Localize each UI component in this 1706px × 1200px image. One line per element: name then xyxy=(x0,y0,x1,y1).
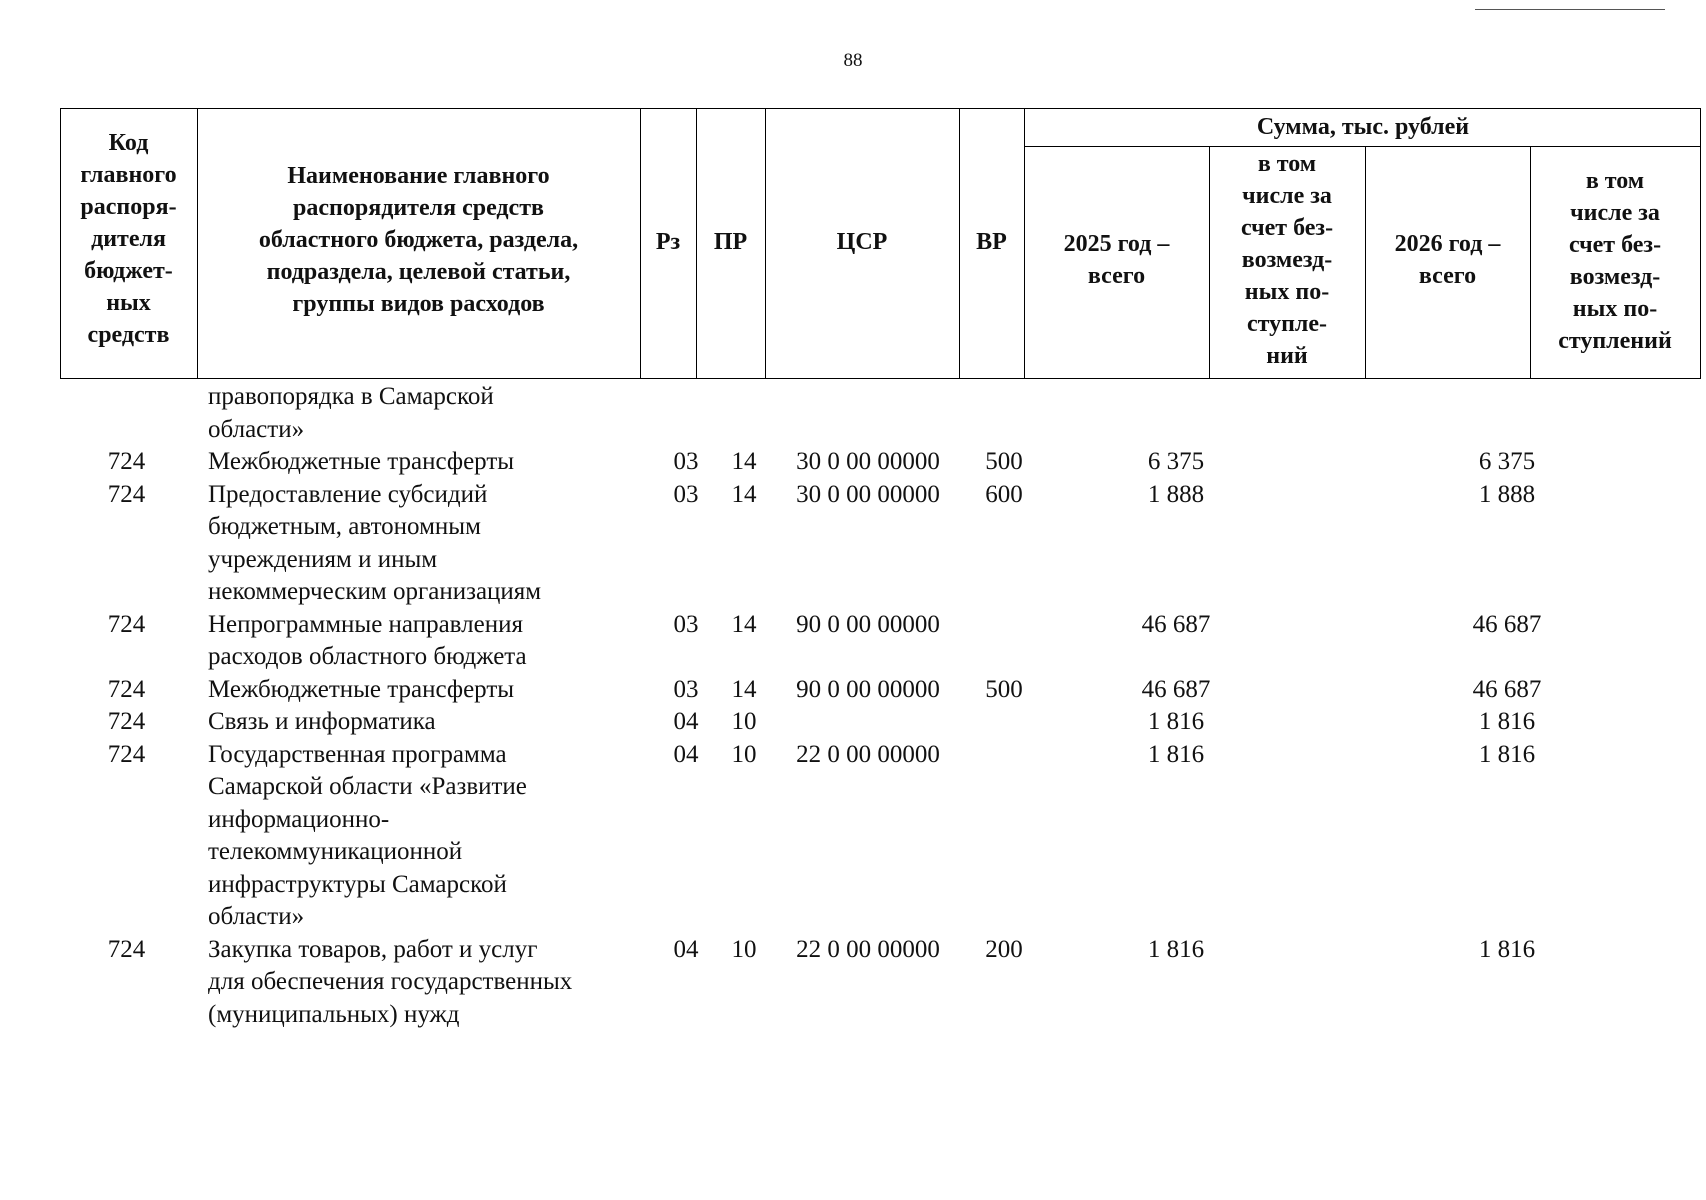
header-vr: ВР xyxy=(976,229,1007,255)
row-sum-2026: 46 687 xyxy=(1472,610,1542,638)
row-csr: 22 0 00 00000 xyxy=(796,935,940,963)
row-sum-2025: 1 888 xyxy=(1147,480,1205,508)
row-name xyxy=(208,739,648,934)
row-sum-2026: 1 816 xyxy=(1478,935,1536,963)
row-code: 724 xyxy=(107,675,146,703)
row-name-line: Непрограммные направления xyxy=(208,610,523,638)
row-name-line: Межбюджетные трансферты xyxy=(208,675,515,703)
table-body xyxy=(60,381,1701,1031)
sum-group-divider xyxy=(1025,146,1701,147)
table-row xyxy=(60,479,1701,609)
row-name-line: для обеспечения государственных xyxy=(208,968,573,995)
row-name-line: Самарской области «Развитие xyxy=(208,773,527,800)
row-code: 724 xyxy=(107,708,146,735)
row-code: 724 xyxy=(107,610,146,638)
row-vr: 500 xyxy=(985,675,1023,703)
page-number: 88 xyxy=(843,50,863,71)
row-csr: 30 0 00 00000 xyxy=(796,480,940,508)
row-pr: 14 xyxy=(731,448,757,475)
row-name xyxy=(208,479,648,609)
row-name-line: бюджетным, автономным xyxy=(208,513,481,540)
row-rz: 03 xyxy=(673,480,699,508)
row-code: 724 xyxy=(107,935,146,963)
header-bottom-border xyxy=(60,378,1701,379)
row-pr: 14 xyxy=(731,675,757,703)
table-row xyxy=(60,446,1701,479)
row-sum-2026: 1 888 xyxy=(1478,480,1536,508)
row-vr: 600 xyxy=(985,480,1023,508)
row-sum-2026: 1 816 xyxy=(1478,708,1536,735)
row-pr: 10 xyxy=(731,935,757,963)
header-name: Наименование главного распорядителя средств областного бюджета, раздела, подраздела, целевой статьи, группы видов расходов xyxy=(258,163,579,317)
row-csr: 90 0 00 00000 xyxy=(796,610,940,638)
row-sum-2026: 6 375 xyxy=(1478,448,1536,475)
row-code: 724 xyxy=(107,448,146,475)
row-name xyxy=(208,674,648,707)
row-pr: 10 xyxy=(731,708,757,735)
row-rz: 03 xyxy=(673,675,699,703)
row-vr: 200 xyxy=(985,935,1023,963)
row-name xyxy=(208,381,648,446)
table-row xyxy=(60,706,1701,739)
row-name xyxy=(208,446,648,479)
row-csr: 30 0 00 00000 xyxy=(796,448,940,475)
header-2025-total: 2025 год – всего xyxy=(1063,231,1170,289)
table-row xyxy=(60,609,1701,674)
row-name-line: расходов областного бюджета xyxy=(208,643,527,670)
header-2026-total: 2026 год – всего xyxy=(1394,231,1501,289)
row-rz: 03 xyxy=(673,448,699,475)
header-pr: ПР xyxy=(713,229,748,255)
row-rz: 03 xyxy=(673,610,699,638)
row-sum-2026: 1 816 xyxy=(1478,740,1536,768)
row-code: 724 xyxy=(107,480,146,508)
row-name xyxy=(208,706,648,739)
row-pr: 14 xyxy=(731,610,757,638)
row-name-line: правопорядка в Самарской xyxy=(208,383,494,410)
header-sum-group: Сумма, тыс. рублей xyxy=(1256,114,1470,140)
row-name-line: области» xyxy=(208,903,305,930)
row-code: 724 xyxy=(107,740,146,768)
table-row xyxy=(60,381,1701,446)
table-row xyxy=(60,674,1701,707)
top-rule xyxy=(1475,9,1665,10)
row-sum-2026: 46 687 xyxy=(1472,675,1542,703)
row-rz: 04 xyxy=(673,740,699,768)
row-name-line: Межбюджетные трансферты xyxy=(208,448,515,475)
header-code: Код главного распоря- дителя бюджет- ных средств xyxy=(80,130,177,348)
row-name-line: Связь и информатика xyxy=(208,708,436,735)
row-name-line: информационно- xyxy=(208,805,390,833)
row-name-line: инфраструктуры Самарской xyxy=(208,870,507,898)
header-rz: Рз xyxy=(655,229,681,255)
row-sum-2025: 1 816 xyxy=(1147,708,1205,735)
row-name-line: Предоставление субсидий xyxy=(208,480,488,508)
row-name xyxy=(208,934,648,1032)
header-2026-gratuitous: в том числе за счет без- возмезд- ных по- ступлений xyxy=(1558,168,1672,354)
row-name-line: Государственная программа xyxy=(208,740,507,768)
row-name xyxy=(208,609,648,674)
header-top-border xyxy=(60,108,1701,109)
row-name-line: учреждениям и иным xyxy=(208,545,438,573)
row-name-line: (муниципальных) нужд xyxy=(208,1000,460,1028)
row-csr: 22 0 00 00000 xyxy=(796,740,940,768)
header-2025-gratuitous: в том числе за счет без- возмезд- ных по- ступле- ний xyxy=(1240,151,1334,369)
row-sum-2025: 46 687 xyxy=(1141,610,1211,638)
row-name-line: области» xyxy=(208,415,305,443)
header-csr: ЦСР xyxy=(836,229,888,255)
row-sum-2025: 6 375 xyxy=(1147,448,1205,475)
row-sum-2025: 1 816 xyxy=(1147,935,1205,963)
row-rz: 04 xyxy=(673,935,699,963)
table-row xyxy=(60,934,1701,1032)
col-border-right xyxy=(1700,108,1701,379)
row-pr: 14 xyxy=(731,480,757,508)
row-name-line: телекоммуникационной xyxy=(208,838,463,865)
row-csr: 90 0 00 00000 xyxy=(796,675,940,703)
row-sum-2025: 1 816 xyxy=(1147,740,1205,768)
row-rz: 04 xyxy=(673,708,699,735)
row-vr: 500 xyxy=(985,448,1023,475)
row-name-line: Закупка товаров, работ и услуг xyxy=(208,935,538,963)
row-sum-2025: 46 687 xyxy=(1141,675,1211,703)
table-header xyxy=(60,108,1701,379)
table-row xyxy=(60,739,1701,934)
row-name-line: некоммерческим организациям xyxy=(208,578,542,605)
row-pr: 10 xyxy=(731,740,757,768)
